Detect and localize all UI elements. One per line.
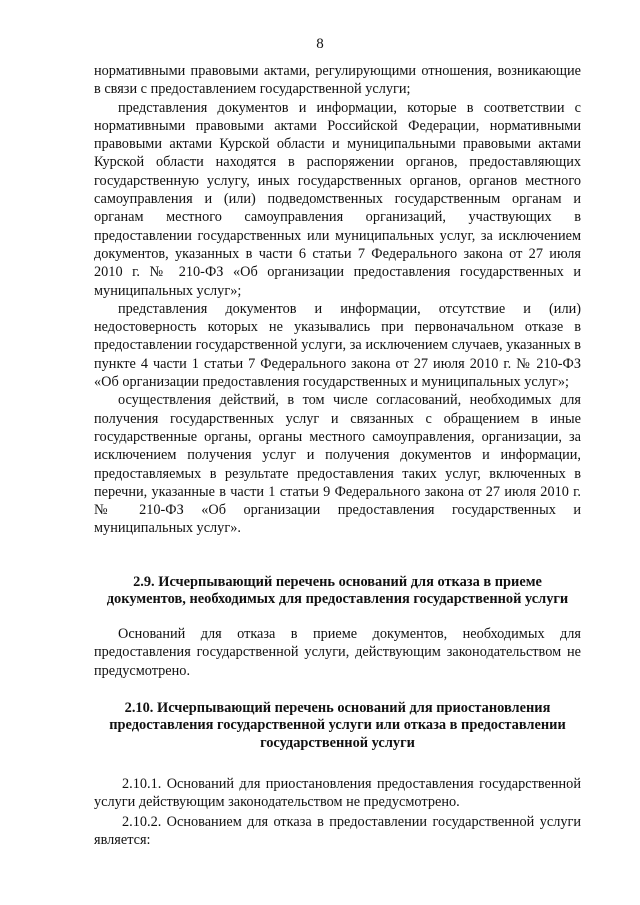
page-number: 8: [316, 36, 324, 52]
paragraph-documents-in-possession: представления документов и информации, которые в соответствии с нормативными правовыми актами Российской Федерации, нормативными правовыми актами Курской области и муниципальными правовыми актами Курской области находятся в распоряжении органов, предоставляющих государственную услугу, иных государственных органов, органов местного самоуправления и (или) подведомственных государственным органам и органам местного самоуправления организаций, участвующих в предоставлении государственных или муниципальных услуг, за исключением документов, указанных в части 6 статьи 7 Федерального закона от 27 июля 2010 г. № 210-ФЗ «Об организации предоставления государственных и муниципальных услуг»;: [94, 99, 581, 299]
item-2-10-2: 2.10.2. Основанием для отказа в предоставлении государственной услуги является:: [94, 814, 581, 849]
paragraph-approvals: осуществления действий, в том числе согласований, необходимых для получения государственных услуг и связанных с обращением в иные государственные органы, органы местного самоуправления, организации, за исключением получения услуг и получения документов и информации, предоставляемых в результате предоставления таких услуг, включенных в перечни, указанные в части 1 статьи 9 Федерального закона от 27 июля 2010 г. № 210-ФЗ «Об организации предоставления государственных и муниципальных услуг».: [94, 392, 581, 537]
paragraph-unreliable-documents: представления документов и информации, отсутствие и (или) недостоверность которых не указывались при первоначальном отказе в предоставлении государственной услуги, за исключением случаев, указанных в пункте 4 части 1 статьи 7 Федерального закона от 27 июля 2010 г. № 210-ФЗ «Об организации предоставления государственных и муниципальных услуг»;: [94, 300, 581, 391]
section-heading-2-9: 2.9. Исчерпывающий перечень оснований для отказа в приеме документов, необходимых для предоставления государственной услуги: [106, 573, 569, 608]
item-2-10-1: 2.10.1. Оснований для приостановления предоставления государственной услуги действующим законодательством не предусмотрено.: [94, 775, 581, 810]
section-heading-2-10: 2.10. Исчерпывающий перечень оснований для приостановления предоставления государственной услуги или отказа в предоставлении государственной услуги: [109, 699, 566, 751]
section-text-2-9: Оснований для отказа в приеме документов, необходимых для предоставления государственной услуги, действующим законодательством не предусмотрено.: [94, 625, 581, 679]
paragraph-continuation: нормативными правовыми актами, регулирующими отношения, возникающие в связи с предоставлением государственной услуги;: [94, 63, 581, 98]
page-content: [94, 62, 581, 850]
